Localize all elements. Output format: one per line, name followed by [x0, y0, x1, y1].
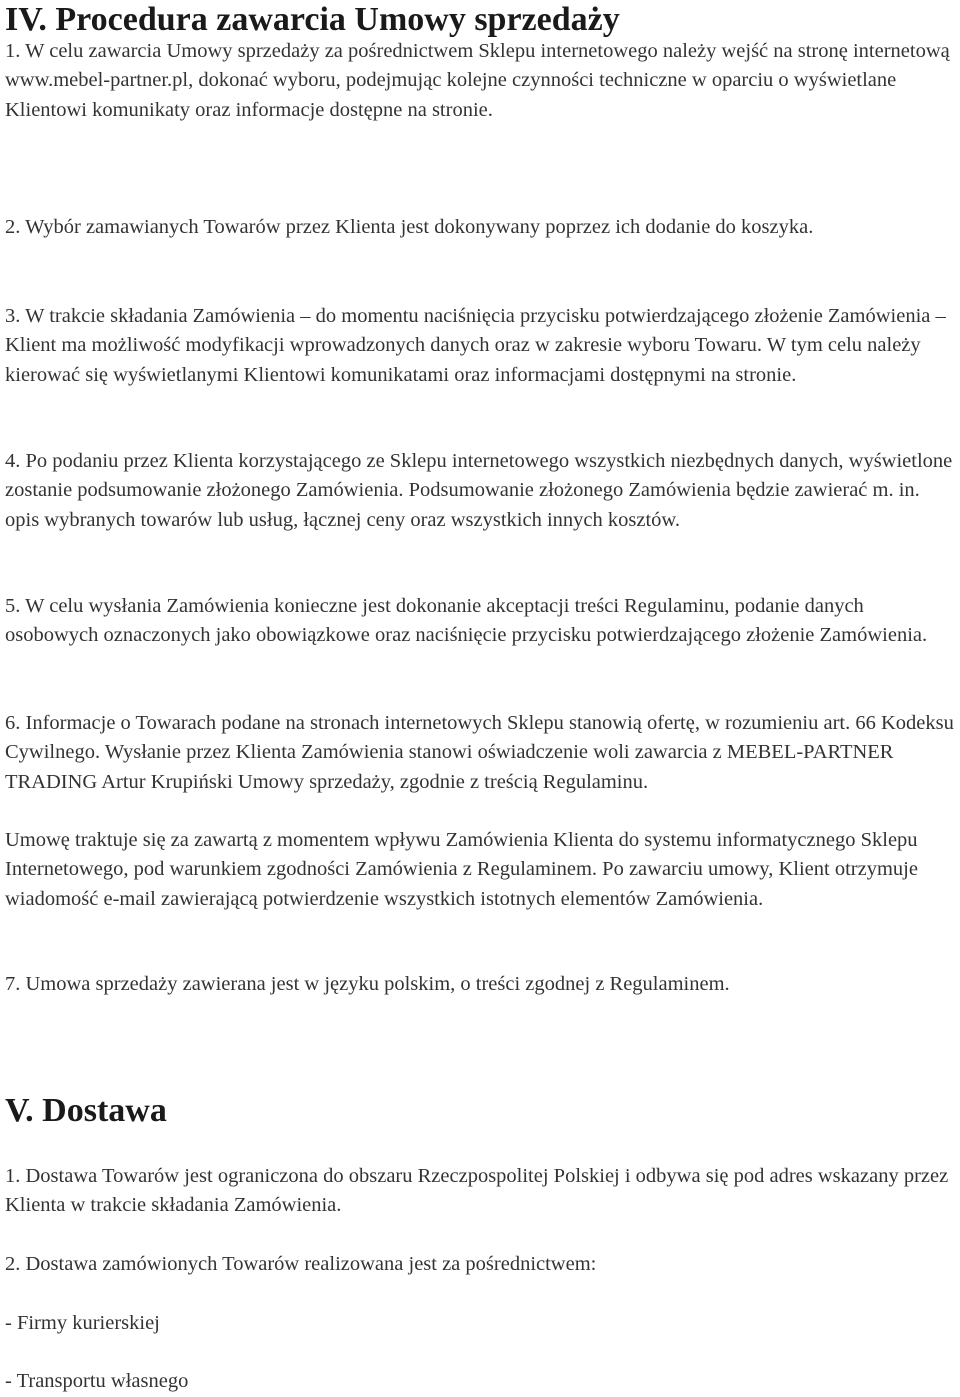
paragraph-4-6-continuation: Umowę traktuje się za zawartą z momentem wpływu Zamówienia Klienta do systemu informatycznego Sklepu Internetowego, pod warunkiem zgodności Zamówienia z Regulaminem. Po zawarciu umowy, Klient otrzymuje wiadomość e-mail zawierającą potwierdzenie wszystkich istotnych elementów Zamówienia.	[5, 829, 918, 910]
paragraph-4-7: 7. Umowa sprzedaży zawierana jest w języku polskim, o treści zgodnej z Regulaminem.	[5, 973, 730, 995]
paragraph-4-3: 3. W trakcie składania Zamówienia – do momentu naciśnięcia przycisku potwierdzającego złożenie Zamówienia – Klient ma możliwość modyfikacji wprowadzonych danych oraz w zakresie wyboru Towaru. W tym celu należy kierować się wyświetlanymi Klientowi komunikatami oraz informacjami dostępnymi na stronie.	[5, 305, 946, 386]
paragraph-4-6: 6. Informacje o Towarach podane na stronach internetowych Sklepu stanowią ofertę, w rozumieniu art. 66 Kodeksu Cywilnego. Wysłanie przez Klienta Zamówienia stanowi oświadczenie woli zawarcia z MEBEL-PARTNER TRADING Artur Krupiński Umowy sprzedaży, zgodnie z treścią Regulaminu.	[5, 712, 954, 793]
paragraph-4-5: 5. W celu wysłania Zamówienia konieczne jest dokonanie akceptacji treści Regulaminu, podanie danych osobowych oznaczonych jako obowiązkowe oraz naciśnięcie przycisku potwierdzającego złożenie Zamówienia.	[5, 595, 928, 647]
list-item-courier: - Firmy kurierskiej	[5, 1312, 160, 1334]
section-heading-procedure: IV. Procedura zawarcia Umowy sprzedaży	[5, 1, 620, 38]
paragraph-5-2: 2. Dostawa zamówionych Towarów realizowana jest za pośrednictwem:	[5, 1253, 597, 1275]
paragraph-4-1: 1. W celu zawarcia Umowy sprzedaży za pośrednictwem Sklepu internetowego należy wejść na stronę internetową www.mebel-partner.pl, dokonać wyboru, podejmując kolejne czynności techniczne w oparciu o wyświetlane Klientowi komunikaty oraz informacje dostępne na stronie.	[5, 40, 950, 121]
list-item-own-transport: - Transportu własnego	[5, 1370, 189, 1392]
paragraph-4-4: 4. Po podaniu przez Klienta korzystającego ze Sklepu internetowego wszystkich niezbędnych danych, wyświetlone zostanie podsumowanie złożonego Zamówienia. Podsumowanie złożonego Zamówienia będzie zawierać m. in. opis wybranych towarów lub usług, łącznej ceny oraz wszystkich innych kosztów.	[5, 450, 953, 531]
section-heading-delivery: V. Dostawa	[5, 1092, 167, 1129]
paragraph-4-2: 2. Wybór zamawianych Towarów przez Klienta jest dokonywany poprzez ich dodanie do koszyka.	[5, 216, 814, 238]
paragraph-5-1: 1. Dostawa Towarów jest ograniczona do obszaru Rzeczpospolitej Polskiej i odbywa się pod adres wskazany przez Klienta w trakcie składania Zamówienia.	[5, 1165, 949, 1217]
